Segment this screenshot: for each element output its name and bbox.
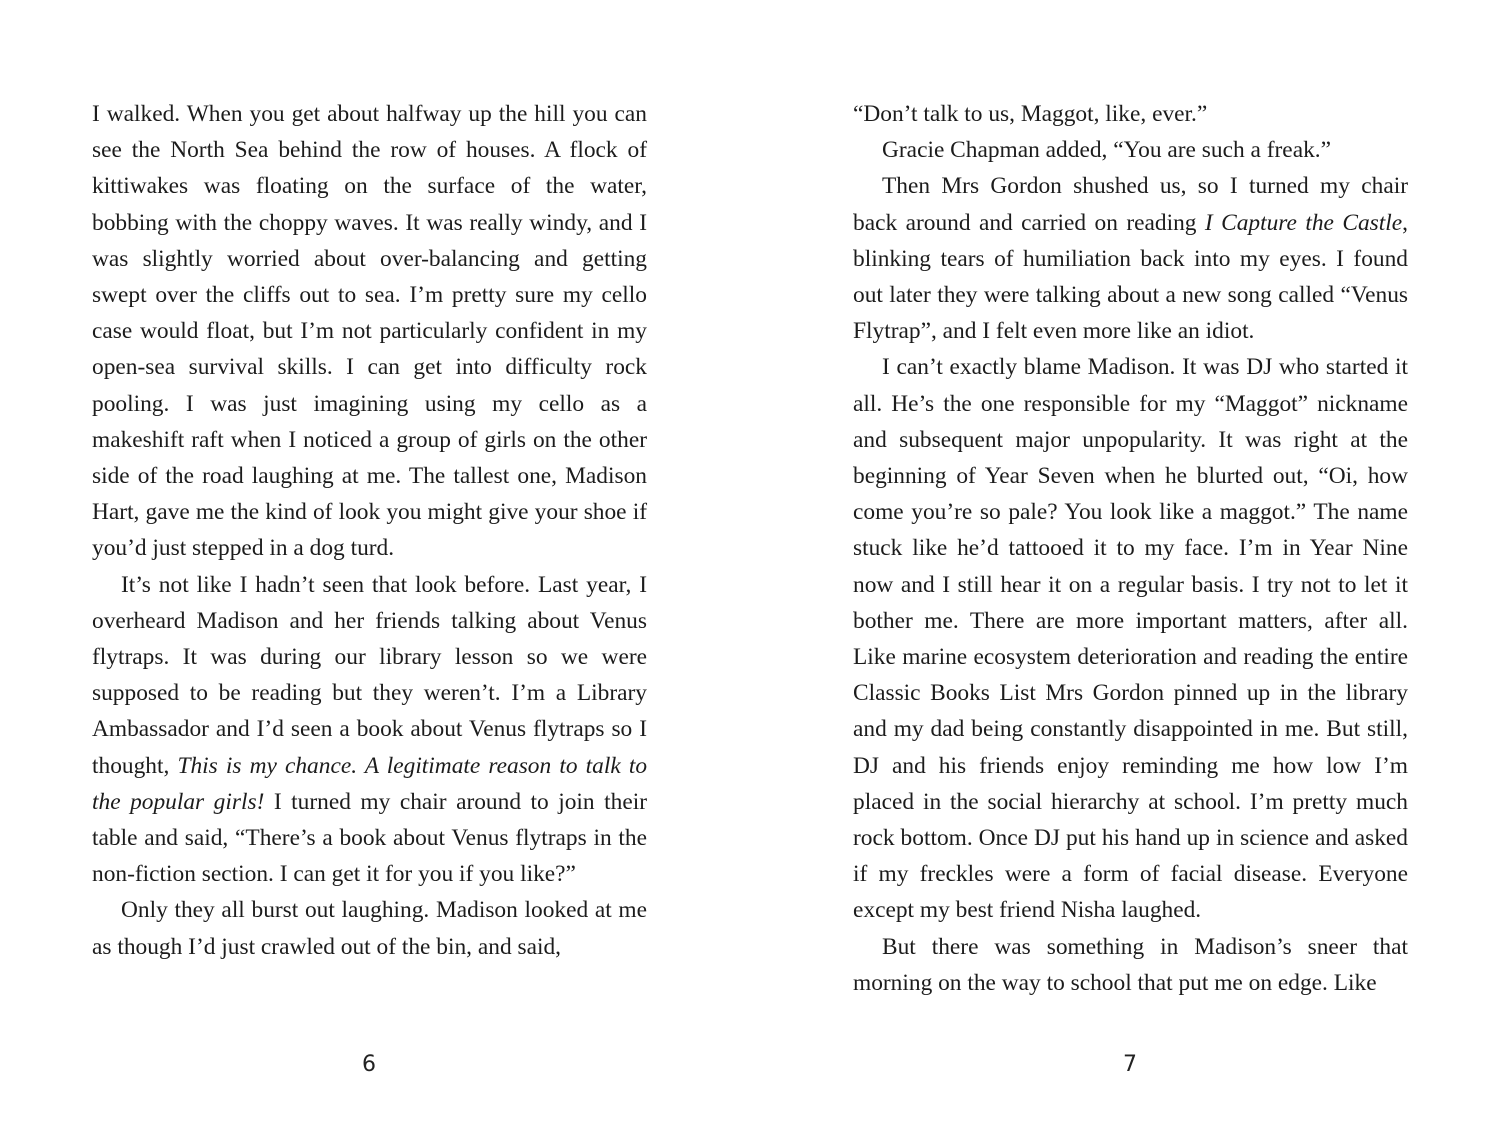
book-title-italic: I Capture the Castle	[1204, 209, 1403, 236]
paragraph-text: I turned my chair around to join their table and said, “There’s a book about Venus flytraps in the non-fiction section. I can get it for you if you like?”	[92, 788, 647, 888]
paragraph	[853, 96, 1408, 132]
paragraph-text: Only they all burst out laughing. Madison looked at me as though I’d just crawled out of the bin, and said,	[92, 897, 647, 960]
paragraph-text: I can’t exactly blame Madison. It was DJ who started it all. He’s the one responsible for my “Maggot” nickname and subsequent major unpopularity. It was right at the beginning of Year Seven when he blurted out, “Oi, how come you’re so pale? You look like a maggot.” The name stuck like he’d tattooed it to my face. I’m in Year Nine now and I still hear it on a regular basis. I try not to let it bother me. There are more important matters, after all. Like marine ecosystem deterioration and reading the entire Classic Books List Mrs Gordon pinned up in the library and my dad being constantly disappointed in me. But still, DJ and his friends enjoy reminding me how low I’m placed in the social hierarchy at school. I’m pretty much rock bottom. Once DJ put his hand up in science and asked if my freckles were a form of facial disease. Everyone except my best friend Nisha laughed.	[853, 354, 1408, 924]
paragraph-text: “Don’t talk to us, Maggot, like, ever.”	[853, 101, 1208, 127]
paragraph-text: Then Mrs Gordon shushed us, so I turned my chair back around and carried on reading	[853, 173, 1408, 236]
paragraph	[853, 929, 1408, 1001]
page-number-left: 6	[362, 1052, 376, 1077]
paragraph-text: Gracie Chapman added, “You are such a freak.”	[882, 137, 1332, 164]
italic-phrase: This is my chance. A legitimate reason to talk to the popular girls!	[92, 752, 648, 815]
paragraph	[853, 349, 1408, 928]
left-page-text	[92, 96, 647, 965]
paragraph	[92, 567, 647, 893]
right-page-text	[853, 96, 1408, 1001]
paragraph-text: I walked. When you get about halfway up the hill you can see the North Sea behind the row of houses. A flock of kittiwakes was floating on the surface of the water, bobbing with the choppy waves. It was really windy, and I was slightly worried about over-balancing and getting swept over the cliffs out to sea. I’m pretty sure my cello case would float, but I’m not particularly confident in my open-sea survival skills. I can get into difficulty rock pooling. I was just imagining using my cello as a makeshift raft when I noticed a group of girls on the other side of the road laughing at me. The tallest one, Madison Hart, gave me the kind of look you might give your shoe if you’d just stepped in a dog turd.	[92, 101, 647, 562]
paragraph	[853, 168, 1408, 349]
paragraph-text: , blinking tears of humiliation back into my eyes. I found out later they were talking about a new song called “Venus Flytrap”, and I felt even more like an idiot.	[853, 209, 1408, 345]
left-page	[92, 96, 647, 965]
paragraph	[92, 892, 647, 964]
page-number-right: 7	[1123, 1052, 1137, 1077]
paragraph-text: It’s not like I hadn’t seen that look before. Last year, I overheard Madison and her friends talking about Venus flytraps. It was during our library lesson so we were supposed to be reading but they weren’t. I’m a Library Ambassador and I’d seen a book about Venus flytraps so I thought,	[92, 571, 647, 779]
paragraph-text: But there was something in Madison’s sneer that morning on the way to school that put me on edge. Like	[853, 933, 1408, 996]
paragraph	[92, 96, 647, 567]
paragraph	[853, 132, 1408, 168]
right-page	[853, 96, 1408, 1001]
